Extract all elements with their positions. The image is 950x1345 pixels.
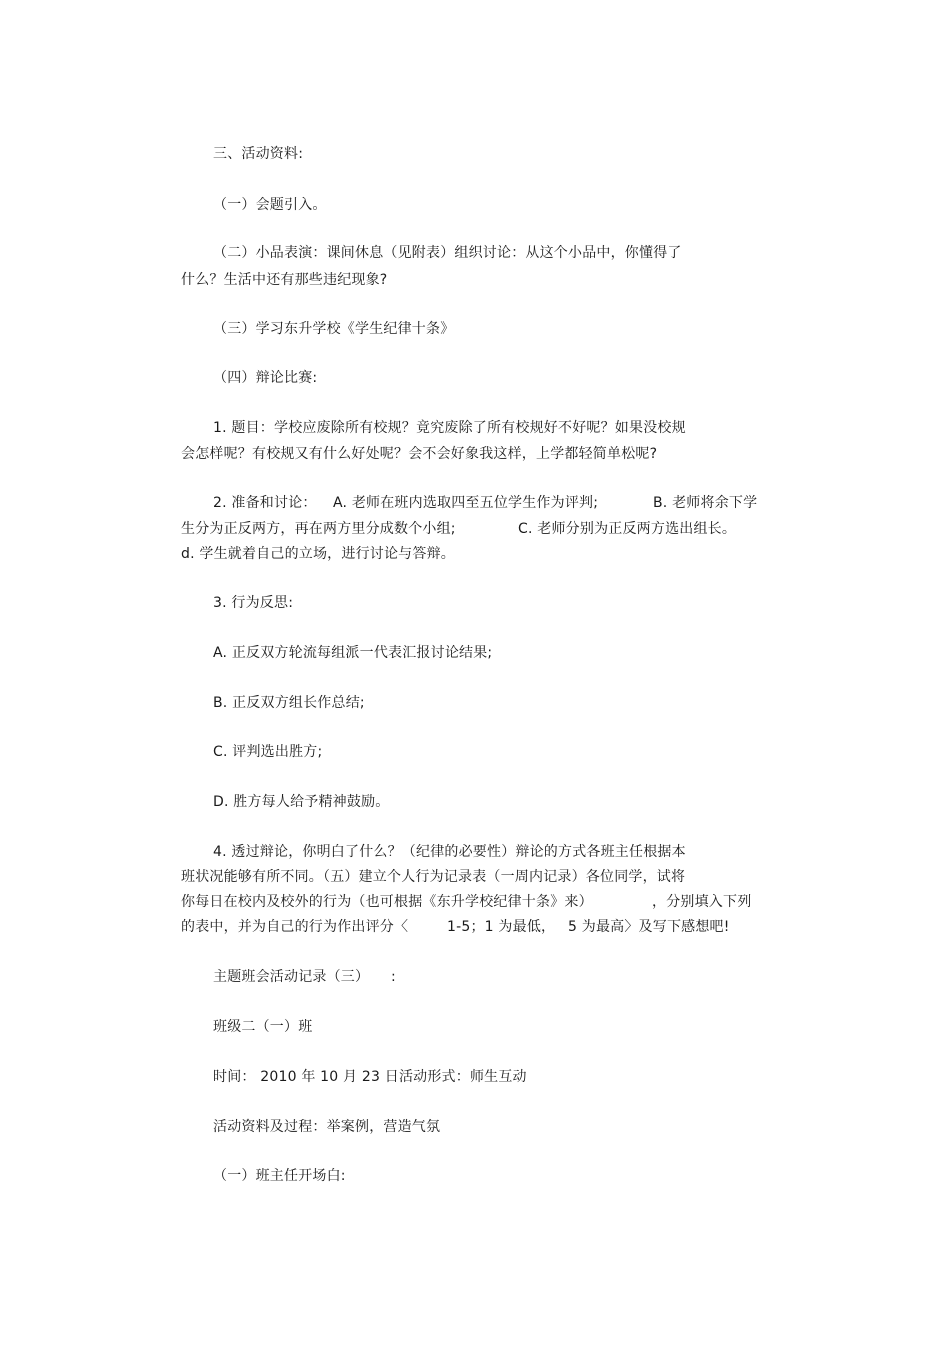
question-one-line2: 会怎样呢？有校规又有什么好处呢？会不会好象我这样，上学都轻简单松呢? [181,446,658,462]
item-four: （四）辩论比赛: [213,370,318,386]
time-line: 时间： 2010 年 10 月 23 日活动形式：师生互动 [213,1069,527,1085]
question-four-line4-a: 的表中，并为自己的行为作出评分〈 [181,919,409,935]
question-four-line3-b: ，分别填入下列 [652,894,752,910]
question-one-line1: 1. 题目：学校应废除所有校规？竟究废除了所有校规好不好呢？如果没校规 [213,420,686,436]
question-three: 3. 行为反思: [213,595,294,611]
class-line: 班级二（一）班 [213,1019,313,1035]
question-two-option-c: C. 老师分别为正反两方选出组长。 [518,521,737,537]
question-two-option-a: A. 老师在班内选取四至五位学生作为评判; [333,495,599,511]
question-two-option-b: B. 老师将余下学 [653,495,758,511]
item-one: （一）会题引入。 [213,197,327,213]
reflection-b: B. 正反双方组长作总结; [213,695,365,711]
question-four-line4-b: 1-5；1 为最低， [447,919,556,935]
question-four-line4 [0,918,950,936]
reflection-a: A. 正反双方轮流每组派一代表汇报讨论结果; [213,645,493,661]
question-four-line3 [0,893,950,911]
question-two-label: 2. 准备和讨论： [213,495,317,511]
process-line: 活动资料及过程：举案例，营造气氛 [213,1119,441,1135]
question-two-line2 [0,520,950,538]
item-three: （三）学习东升学校《学生纪律十条》 [213,321,455,337]
item-two-line1: （二）小品表演：课间休息（见附表）组织讨论：从这个小品中，你懂得了 [213,245,682,261]
reflection-d: D. 胜方每人给予精神鼓励。 [213,794,390,810]
question-two-line1 [0,494,950,512]
item-two-line2: 什么？生活中还有那些违纪现象? [181,272,388,288]
question-four-line4-c: 5 为最高〉及写下感想吧! [568,919,730,935]
reflection-c: C. 评判选出胜方; [213,744,323,760]
question-four-line1: 4. 透过辩论，你明白了什么？（纪律的必要性）辩论的方式各班主任根据本 [213,844,686,860]
question-four-line2: 班状况能够有所不同。（五）建立个人行为记录表（一周内记录）各位同学，试将 [181,869,686,885]
question-two-cont: 生分为正反两方，再在两方里分成数个小组; [181,521,456,537]
section-heading: 三、活动资料: [213,146,304,162]
question-two-line3: d. 学生就着自己的立场，进行讨论与答辩。 [181,546,455,562]
opening-line: （一）班主任开场白: [213,1168,346,1184]
record-title-colon: : [391,969,396,985]
question-four-line3-a: 你每日在校内及校外的行为（也可根据《东升学校纪律十条》来） [181,894,593,910]
record-title-text: 主题班会活动记录（三） [213,969,370,985]
record-title [0,968,950,986]
